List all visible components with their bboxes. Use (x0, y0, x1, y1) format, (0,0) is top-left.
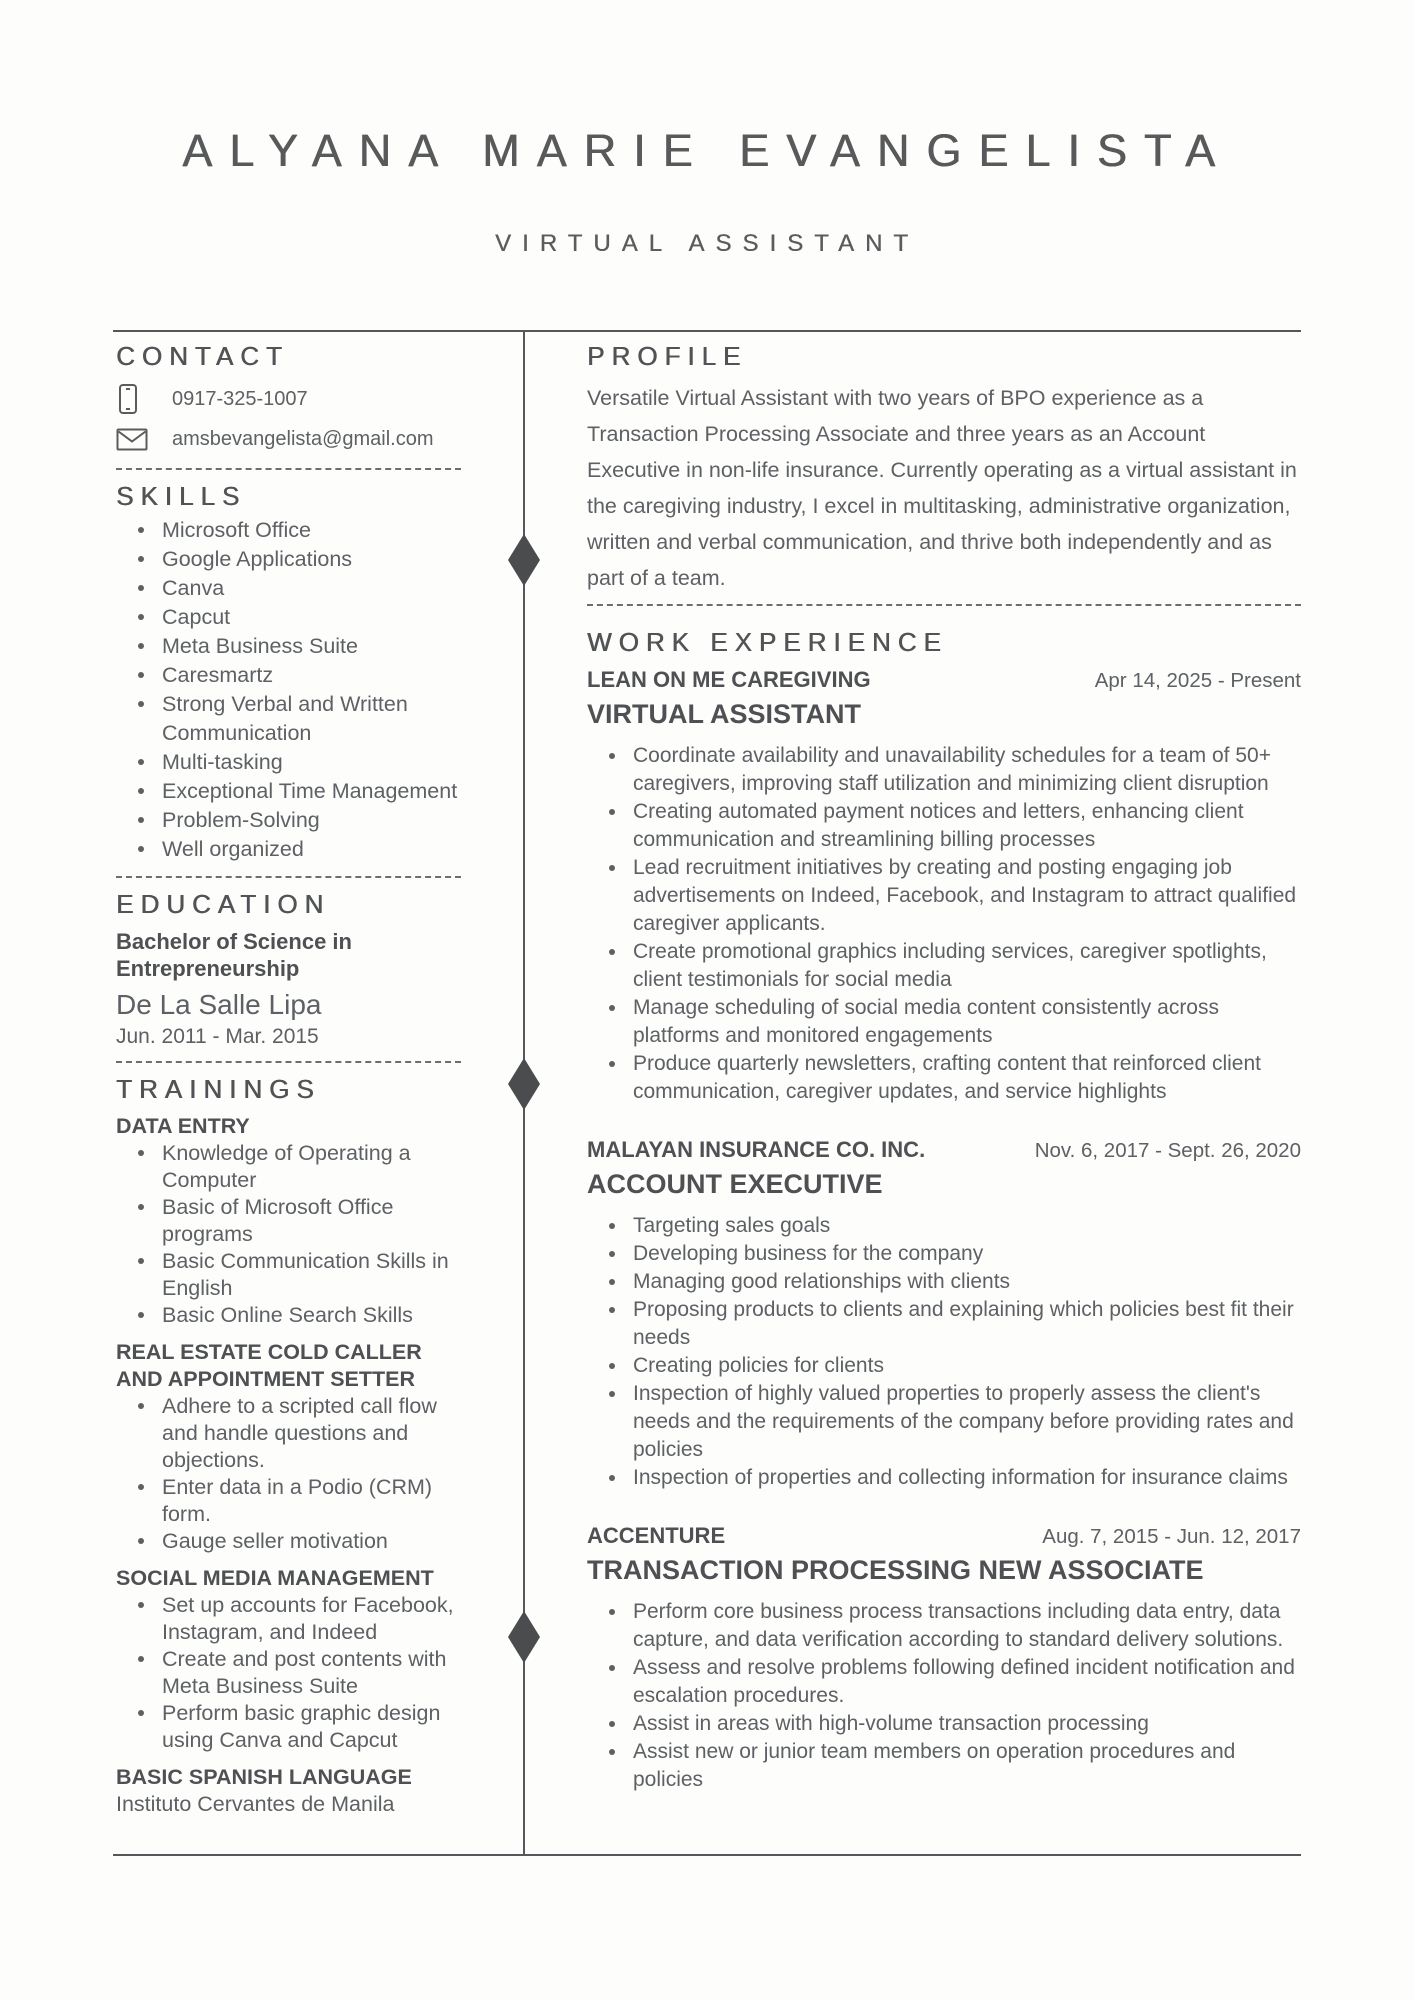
resume-header (0, 0, 1414, 257)
training-title: SOCIAL MEDIA MANAGEMENT (116, 1566, 434, 1590)
training-subtitle: Instituto Cervantes de Manila (116, 1792, 395, 1816)
job-company: LEAN ON ME CAREGIVING (587, 667, 871, 692)
dashed-divider (587, 604, 1301, 606)
job-company: MALAYAN INSURANCE CO. INC. (587, 1137, 926, 1162)
bullet-dot (609, 1251, 615, 1257)
bullet-text: Create promotional graphics including services, caregiver spotlights, client testimonials for social media (633, 940, 1267, 991)
job-bullets (587, 742, 1301, 1106)
bullet-dot (138, 585, 144, 591)
job-bullets (587, 1212, 1301, 1492)
page-title: ALYANA MARIE EVANGELISTA (182, 125, 1232, 176)
bullet-item (116, 661, 461, 690)
bullet-item (116, 806, 461, 835)
bullet-dot (609, 1279, 615, 1285)
bullet-dot (138, 788, 144, 794)
job-title: ACCOUNT EXECUTIVE (587, 1169, 883, 1199)
bullet-dot (609, 865, 615, 871)
bullet-dot (138, 1403, 144, 1409)
bullet-text: Create and post contents with Meta Business Suite (162, 1647, 447, 1698)
training-title: BASIC SPANISH LANGUAGE (116, 1765, 412, 1789)
bullet-text: Gauge seller motivation (162, 1529, 388, 1553)
bullet-text: Caresmartz (162, 663, 274, 687)
bullet-dot (609, 753, 615, 759)
bullet-text: Basic Communication Skills in English (162, 1249, 449, 1300)
bullet-text: Managing good relationships with clients (633, 1270, 1011, 1293)
bullet-text: Basic of Microsoft Office programs (162, 1195, 394, 1246)
bullet-item (587, 1738, 1301, 1794)
bullet-item (116, 1528, 461, 1555)
bullet-dot (609, 809, 615, 815)
bullet-text: Canva (162, 576, 225, 600)
bullet-item (587, 1268, 1301, 1296)
bullet-item (587, 1352, 1301, 1380)
bullet-text: Creating automated payment notices and letters, enhancing client communication and streamlining billing processes (633, 800, 1244, 851)
bullet-item (587, 938, 1301, 994)
job-item (587, 1136, 1301, 1492)
bullet-item (116, 632, 461, 661)
bullet-item (587, 1598, 1301, 1654)
bullet-dot (138, 527, 144, 533)
job-dates: Aug. 7, 2015 - Jun. 12, 2017 (1042, 1525, 1301, 1548)
bullet-text: Adhere to a scripted call flow and handle questions and objections. (162, 1394, 437, 1472)
bullet-text: Knowledge of Operating a Computer (162, 1141, 411, 1192)
bullet-dot (138, 672, 144, 678)
bullet-item (587, 1710, 1301, 1738)
bullet-dot (138, 1150, 144, 1156)
two-column-layout (113, 332, 1301, 1854)
bullet-dot (609, 949, 615, 955)
job-title: VIRTUAL ASSISTANT (587, 699, 862, 729)
bullet-item (116, 1302, 461, 1329)
email-icon (116, 428, 148, 451)
bullet-text: Produce quarterly newsletters, crafting content that reinforced client communication, caregiver updates, and service highlights (633, 1052, 1261, 1103)
bullet-dot (138, 1602, 144, 1608)
contact-row (116, 422, 461, 456)
training-bullets (116, 1140, 461, 1329)
bullet-dot (609, 1363, 615, 1369)
bullet-text: Manage scheduling of social media content consistently across platforms and monitored engagements (633, 996, 1219, 1047)
bullet-text: Problem-Solving (162, 808, 320, 832)
job-title: TRANSACTION PROCESSING NEW ASSOCIATE (587, 1555, 1204, 1585)
bullet-item (116, 1646, 461, 1700)
training-item (116, 1113, 461, 1329)
bullet-text: Microsoft Office (162, 518, 311, 542)
jobs-list (587, 666, 1301, 1794)
bullet-dot (609, 1061, 615, 1067)
bullet-dot (138, 1258, 144, 1264)
bullet-dot (138, 1710, 144, 1716)
bullet-dot (138, 1204, 144, 1210)
bullet-text: Assist new or junior team members on operation procedures and policies (633, 1740, 1236, 1791)
contact-heading: CONTACT (116, 341, 289, 371)
bullet-dot (138, 701, 144, 707)
bullet-dot (609, 1391, 615, 1397)
job-company: ACCENTURE (587, 1523, 726, 1548)
bullet-item (587, 742, 1301, 798)
skills-list (116, 516, 461, 864)
bullet-dot (138, 614, 144, 620)
bullet-dot (138, 1656, 144, 1662)
bullet-dot (609, 1005, 615, 1011)
bullet-text: Well organized (162, 837, 304, 861)
bullet-text: Google Applications (162, 547, 353, 571)
bullet-dot (138, 759, 144, 765)
education-degree: Bachelor of Science in Entrepreneurship (116, 929, 352, 981)
education-school: De La Salle Lipa (116, 989, 322, 1020)
bullet-text: Perform basic graphic design using Canva and Capcut (162, 1701, 441, 1752)
job-header (587, 666, 1301, 694)
bullet-dot (609, 1223, 615, 1229)
bullet-text: Exceptional Time Management (162, 779, 458, 803)
bullet-text: Assist in areas with high-volume transaction processing (633, 1712, 1149, 1735)
training-bullets (116, 1393, 461, 1555)
bullet-text: Proposing products to clients and explaining which policies best fit their needs (633, 1298, 1294, 1349)
bullet-text: Strong Verbal and Written Communication (162, 692, 408, 745)
bullet-dot (609, 1721, 615, 1727)
bullet-item (587, 1240, 1301, 1268)
contact-row (116, 382, 461, 416)
bullet-text: Creating policies for clients (633, 1354, 884, 1377)
bullet-item (587, 1050, 1301, 1106)
training-title: REAL ESTATE COLD CALLER AND APPOINTMENT SETTER (116, 1340, 422, 1391)
bullet-text: Inspection of properties and collecting information for insurance claims (633, 1466, 1288, 1489)
bullet-item (587, 1296, 1301, 1352)
training-item (116, 1764, 461, 1818)
contact-list (116, 382, 461, 456)
trainings-heading: TRAININGS (116, 1074, 321, 1104)
job-bullets (587, 1598, 1301, 1794)
bullet-item (116, 1393, 461, 1474)
education-heading: EDUCATION (116, 889, 331, 919)
bullet-dot (138, 817, 144, 823)
page-subtitle: VIRTUAL ASSISTANT (495, 230, 919, 257)
bullet-item (587, 1654, 1301, 1710)
profile-text: Versatile Virtual Assistant with two years of BPO experience as a Transaction Processing Associate and three years as an Account Executive in non-life insurance. Currently operating as a virtual assistant in the caregiving industry, I excel in multitasking, administrative organization, written and verbal communication, and thrive both independently and as part of a team. (587, 386, 1297, 590)
bullet-item (587, 854, 1301, 938)
job-item (587, 1522, 1301, 1794)
bullet-item (116, 1248, 461, 1302)
bullet-item (587, 798, 1301, 854)
bullet-dot (609, 1749, 615, 1755)
bullet-text: Multi-tasking (162, 750, 283, 774)
education-dates: Jun. 2011 - Mar. 2015 (116, 1025, 319, 1048)
dashed-divider (116, 876, 461, 878)
bullet-item (116, 748, 461, 777)
bullet-item (116, 690, 461, 748)
bullet-dot (609, 1609, 615, 1615)
bullet-item (587, 1464, 1301, 1492)
dashed-divider (116, 1061, 461, 1063)
training-item (116, 1339, 461, 1555)
dashed-divider (116, 468, 461, 470)
bullet-dot (138, 556, 144, 562)
profile-heading: PROFILE (587, 341, 748, 371)
bullet-item (587, 1212, 1301, 1240)
skills-heading: SKILLS (116, 481, 247, 511)
job-dates: Nov. 6, 2017 - Sept. 26, 2020 (1034, 1139, 1301, 1162)
bullet-item (116, 574, 461, 603)
bullet-text: Meta Business Suite (162, 634, 358, 658)
bullet-item (587, 1380, 1301, 1464)
bullet-item (116, 603, 461, 632)
bullet-item (116, 1592, 461, 1646)
bullet-dot (609, 1665, 615, 1671)
work-experience-heading: WORK EXPERIENCE (587, 627, 948, 657)
training-item (116, 1565, 461, 1754)
training-title: DATA ENTRY (116, 1114, 250, 1138)
bullet-text: Coordinate availability and unavailability schedules for a team of 50+ caregivers, improving staff utilization and minimizing client disruption (633, 744, 1271, 795)
bullet-text: Targeting sales goals (633, 1214, 831, 1237)
bullet-text: Set up accounts for Facebook, Instagram, and Indeed (162, 1593, 454, 1644)
bottom-divider (113, 1854, 1301, 1856)
resume-body (113, 330, 1301, 1856)
bullet-item (116, 1700, 461, 1754)
bullet-text: Lead recruitment initiatives by creating and posting engaging job advertisements on Indeed, Facebook, and Instagram to attract qualified caregiver applicants. (633, 856, 1297, 935)
phone-icon (116, 383, 140, 415)
bullet-item (587, 994, 1301, 1050)
bullet-text: Basic Online Search Skills (162, 1303, 413, 1327)
right-column (525, 332, 1301, 1854)
contact-value: 0917-325-1007 (172, 387, 308, 410)
bullet-dot (609, 1475, 615, 1481)
bullet-dot (138, 1484, 144, 1490)
bullet-text: Developing business for the company (633, 1242, 984, 1265)
bullet-dot (138, 846, 144, 852)
contact-value: amsbevangelista@gmail.com (172, 427, 434, 450)
bullet-item (116, 1194, 461, 1248)
bullet-text: Perform core business process transactions including data entry, data capture, and data verification according to standard delivery solutions. (633, 1600, 1284, 1651)
bullet-item (116, 835, 461, 864)
bullet-dot (138, 1312, 144, 1318)
training-bullets (116, 1592, 461, 1754)
bullet-text: Capcut (162, 605, 231, 629)
bullet-item (116, 516, 461, 545)
job-dates: Apr 14, 2025 - Present (1094, 669, 1301, 692)
job-header (587, 1522, 1301, 1550)
job-item (587, 666, 1301, 1106)
bullet-dot (138, 1538, 144, 1544)
bullet-text: Assess and resolve problems following defined incident notification and escalation procedures. (633, 1656, 1295, 1707)
education-entry (116, 928, 461, 1049)
bullet-item (116, 545, 461, 574)
bullet-text: Inspection of highly valued properties to properly assess the client's needs and the requirements of the company before providing rates and policies (633, 1382, 1294, 1461)
bullet-dot (609, 1307, 615, 1313)
bullet-item (116, 1140, 461, 1194)
left-column (113, 332, 523, 1854)
job-header (587, 1136, 1301, 1164)
bullet-item (116, 1474, 461, 1528)
bullet-dot (138, 643, 144, 649)
bullet-item (116, 777, 461, 806)
bullet-text: Enter data in a Podio (CRM) form. (162, 1475, 433, 1526)
trainings-list (116, 1113, 461, 1818)
